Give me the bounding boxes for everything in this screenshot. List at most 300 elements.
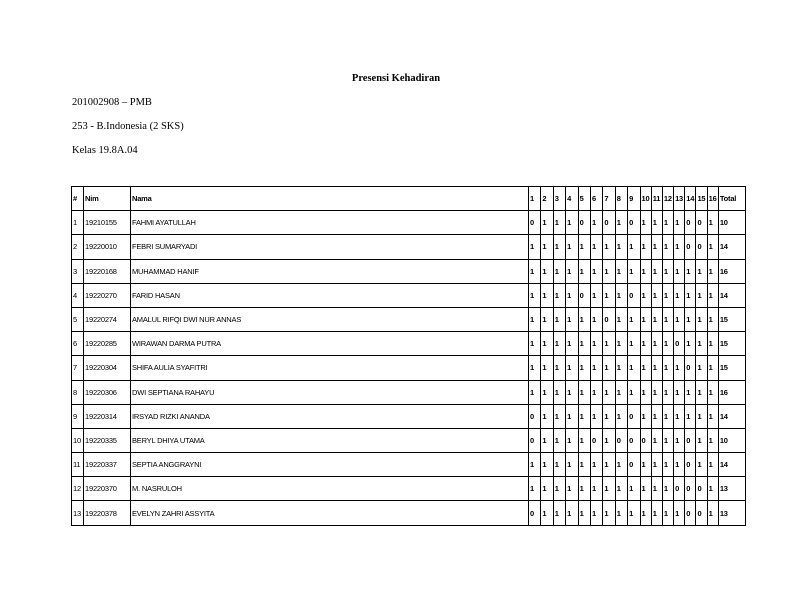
student-name: DWI SEPTIANA RAHAYU <box>131 380 529 404</box>
attendance-mark: 1 <box>590 453 602 477</box>
attendance-mark: 1 <box>578 307 590 331</box>
attendance-mark: 1 <box>707 404 718 428</box>
attendance-mark: 1 <box>696 404 707 428</box>
attendance-mark: 1 <box>529 283 541 307</box>
attendance-mark: 1 <box>707 380 718 404</box>
row-number: 4 <box>72 283 84 307</box>
attendance-mark: 1 <box>541 404 553 428</box>
table-row <box>72 404 746 428</box>
attendance-mark: 1 <box>541 501 553 525</box>
attendance-mark: 1 <box>578 259 590 283</box>
attendance-mark: 0 <box>685 235 696 259</box>
attendance-mark: 1 <box>529 259 541 283</box>
attendance-mark: 1 <box>685 307 696 331</box>
attendance-mark: 1 <box>541 259 553 283</box>
attendance-mark: 1 <box>529 356 541 380</box>
table-header-row <box>72 187 746 211</box>
attendance-mark: 1 <box>590 332 602 356</box>
attendance-mark: 1 <box>707 428 718 452</box>
attendance-mark: 1 <box>707 356 718 380</box>
attendance-mark: 1 <box>553 211 565 235</box>
attendance-mark: 1 <box>578 428 590 452</box>
header-total: Total <box>718 187 745 211</box>
attendance-mark: 1 <box>553 477 565 501</box>
header-nim: Nim <box>84 187 131 211</box>
attendance-mark: 1 <box>566 307 578 331</box>
attendance-mark: 1 <box>615 283 627 307</box>
attendance-mark: 0 <box>674 477 685 501</box>
attendance-mark: 0 <box>529 428 541 452</box>
attendance-mark: 1 <box>541 428 553 452</box>
attendance-mark: 1 <box>640 259 651 283</box>
header-session-12: 12 <box>662 187 673 211</box>
attendance-mark: 1 <box>640 453 651 477</box>
attendance-mark: 1 <box>651 235 662 259</box>
attendance-mark: 1 <box>651 211 662 235</box>
attendance-mark: 1 <box>541 477 553 501</box>
attendance-mark: 1 <box>674 283 685 307</box>
attendance-mark: 1 <box>541 283 553 307</box>
attendance-mark: 1 <box>628 356 640 380</box>
attendance-mark: 1 <box>651 428 662 452</box>
attendance-mark: 1 <box>615 259 627 283</box>
student-name: WIRAWAN DARMA PUTRA <box>131 332 529 356</box>
attendance-total: 15 <box>718 332 745 356</box>
attendance-mark: 0 <box>696 211 707 235</box>
header-session-15: 15 <box>696 187 707 211</box>
attendance-mark: 0 <box>685 453 696 477</box>
attendance-mark: 1 <box>628 307 640 331</box>
attendance-mark: 1 <box>590 356 602 380</box>
attendance-mark: 0 <box>685 211 696 235</box>
attendance-mark: 1 <box>590 501 602 525</box>
attendance-mark: 1 <box>566 356 578 380</box>
attendance-mark: 1 <box>553 501 565 525</box>
attendance-mark: 0 <box>578 211 590 235</box>
attendance-total: 14 <box>718 283 745 307</box>
student-name: FEBRI SUMARYADI <box>131 235 529 259</box>
attendance-mark: 1 <box>696 380 707 404</box>
attendance-mark: 1 <box>640 235 651 259</box>
row-number: 1 <box>72 211 84 235</box>
attendance-mark: 1 <box>615 453 627 477</box>
attendance-mark: 1 <box>566 332 578 356</box>
attendance-mark: 1 <box>529 453 541 477</box>
attendance-mark: 1 <box>578 453 590 477</box>
attendance-mark: 0 <box>685 501 696 525</box>
attendance-total: 16 <box>718 380 745 404</box>
student-nim: 19220285 <box>84 332 131 356</box>
attendance-mark: 0 <box>640 428 651 452</box>
attendance-mark: 1 <box>566 380 578 404</box>
row-number: 7 <box>72 356 84 380</box>
student-name: SEPTIA ANGGRAYNI <box>131 453 529 477</box>
attendance-mark: 1 <box>685 332 696 356</box>
attendance-mark: 1 <box>674 307 685 331</box>
attendance-mark: 1 <box>628 259 640 283</box>
attendance-mark: 1 <box>603 453 615 477</box>
attendance-mark: 1 <box>541 380 553 404</box>
attendance-mark: 1 <box>603 404 615 428</box>
row-number: 12 <box>72 477 84 501</box>
row-number: 13 <box>72 501 84 525</box>
header-session-14: 14 <box>685 187 696 211</box>
attendance-mark: 0 <box>628 404 640 428</box>
attendance-mark: 1 <box>529 477 541 501</box>
attendance-mark: 1 <box>615 211 627 235</box>
header-session-2: 2 <box>541 187 553 211</box>
attendance-total: 14 <box>718 235 745 259</box>
attendance-mark: 1 <box>662 477 673 501</box>
attendance-mark: 1 <box>541 235 553 259</box>
attendance-mark: 0 <box>615 428 627 452</box>
attendance-mark: 0 <box>685 428 696 452</box>
row-number: 5 <box>72 307 84 331</box>
attendance-mark: 1 <box>578 380 590 404</box>
table-row <box>72 307 746 331</box>
attendance-mark: 1 <box>566 428 578 452</box>
attendance-mark: 1 <box>615 501 627 525</box>
attendance-mark: 1 <box>662 235 673 259</box>
attendance-mark: 0 <box>529 211 541 235</box>
attendance-mark: 0 <box>603 211 615 235</box>
attendance-mark: 1 <box>553 404 565 428</box>
attendance-mark: 0 <box>674 332 685 356</box>
attendance-mark: 1 <box>541 332 553 356</box>
attendance-total: 10 <box>718 428 745 452</box>
table-row <box>72 477 746 501</box>
attendance-total: 15 <box>718 356 745 380</box>
attendance-mark: 1 <box>553 428 565 452</box>
student-name: FARID HASAN <box>131 283 529 307</box>
attendance-mark: 1 <box>590 235 602 259</box>
attendance-mark: 1 <box>674 380 685 404</box>
attendance-mark: 1 <box>566 477 578 501</box>
attendance-mark: 1 <box>696 332 707 356</box>
student-name: FAHMI AYATULLAH <box>131 211 529 235</box>
attendance-mark: 1 <box>707 332 718 356</box>
attendance-mark: 1 <box>603 259 615 283</box>
attendance-mark: 1 <box>662 332 673 356</box>
attendance-mark: 1 <box>707 283 718 307</box>
attendance-mark: 1 <box>541 356 553 380</box>
attendance-mark: 1 <box>674 259 685 283</box>
attendance-mark: 1 <box>674 453 685 477</box>
attendance-mark: 0 <box>603 307 615 331</box>
attendance-mark: 1 <box>553 259 565 283</box>
attendance-mark: 1 <box>566 453 578 477</box>
attendance-mark: 1 <box>529 380 541 404</box>
attendance-mark: 1 <box>696 356 707 380</box>
attendance-mark: 1 <box>578 235 590 259</box>
attendance-mark: 1 <box>628 380 640 404</box>
attendance-mark: 1 <box>640 332 651 356</box>
attendance-mark: 1 <box>674 428 685 452</box>
attendance-mark: 1 <box>615 356 627 380</box>
header-session-10: 10 <box>640 187 651 211</box>
student-nim: 19220270 <box>84 283 131 307</box>
attendance-mark: 1 <box>674 211 685 235</box>
attendance-mark: 1 <box>566 404 578 428</box>
attendance-mark: 1 <box>651 404 662 428</box>
attendance-mark: 0 <box>529 501 541 525</box>
attendance-total: 14 <box>718 404 745 428</box>
attendance-mark: 1 <box>603 356 615 380</box>
attendance-mark: 1 <box>662 356 673 380</box>
attendance-mark: 1 <box>541 453 553 477</box>
student-nim: 19220304 <box>84 356 131 380</box>
attendance-mark: 1 <box>590 477 602 501</box>
attendance-mark: 1 <box>640 356 651 380</box>
header-session-11: 11 <box>651 187 662 211</box>
table-row <box>72 356 746 380</box>
attendance-mark: 1 <box>603 501 615 525</box>
attendance-mark: 1 <box>590 404 602 428</box>
attendance-mark: 1 <box>603 477 615 501</box>
attendance-mark: 1 <box>640 211 651 235</box>
attendance-mark: 1 <box>566 501 578 525</box>
attendance-mark: 1 <box>553 453 565 477</box>
attendance-mark: 1 <box>553 307 565 331</box>
attendance-mark: 1 <box>674 235 685 259</box>
attendance-mark: 1 <box>578 356 590 380</box>
attendance-total: 13 <box>718 477 745 501</box>
student-nim: 19220274 <box>84 307 131 331</box>
attendance-mark: 1 <box>707 259 718 283</box>
attendance-mark: 1 <box>640 283 651 307</box>
attendance-mark: 1 <box>651 283 662 307</box>
student-nim: 19220337 <box>84 453 131 477</box>
attendance-total: 15 <box>718 307 745 331</box>
header-session-7: 7 <box>603 187 615 211</box>
attendance-mark: 1 <box>696 259 707 283</box>
attendance-mark: 1 <box>662 501 673 525</box>
attendance-mark: 1 <box>603 428 615 452</box>
attendance-mark: 1 <box>696 453 707 477</box>
attendance-mark: 1 <box>662 283 673 307</box>
header-session-6: 6 <box>590 187 602 211</box>
attendance-total: 13 <box>718 501 745 525</box>
header-session-8: 8 <box>615 187 627 211</box>
row-number: 3 <box>72 259 84 283</box>
attendance-mark: 0 <box>628 453 640 477</box>
attendance-mark: 1 <box>640 404 651 428</box>
student-name: AMALUL RIFQI DWI NUR ANNAS <box>131 307 529 331</box>
attendance-mark: 1 <box>651 501 662 525</box>
student-name: EVELYN ZAHRI ASSYITA <box>131 501 529 525</box>
attendance-total: 14 <box>718 453 745 477</box>
attendance-mark: 1 <box>662 307 673 331</box>
student-nim: 19220168 <box>84 259 131 283</box>
attendance-mark: 0 <box>696 501 707 525</box>
attendance-mark: 1 <box>707 307 718 331</box>
attendance-mark: 1 <box>553 380 565 404</box>
attendance-mark: 1 <box>566 259 578 283</box>
attendance-mark: 1 <box>685 259 696 283</box>
attendance-mark: 1 <box>651 453 662 477</box>
attendance-mark: 1 <box>615 477 627 501</box>
attendance-mark: 1 <box>615 332 627 356</box>
attendance-mark: 1 <box>541 307 553 331</box>
table-row <box>72 259 746 283</box>
attendance-mark: 1 <box>696 283 707 307</box>
row-number: 11 <box>72 453 84 477</box>
attendance-mark: 0 <box>628 428 640 452</box>
attendance-mark: 1 <box>553 356 565 380</box>
row-number: 6 <box>72 332 84 356</box>
row-number: 10 <box>72 428 84 452</box>
attendance-mark: 1 <box>578 477 590 501</box>
attendance-mark: 1 <box>685 380 696 404</box>
course-code-line: 201002908 – PMB <box>72 97 152 108</box>
student-nim: 19220370 <box>84 477 131 501</box>
attendance-mark: 1 <box>603 332 615 356</box>
attendance-mark: 1 <box>707 501 718 525</box>
attendance-mark: 0 <box>529 404 541 428</box>
attendance-mark: 1 <box>662 259 673 283</box>
attendance-mark: 1 <box>590 259 602 283</box>
attendance-mark: 1 <box>590 211 602 235</box>
attendance-mark: 1 <box>578 404 590 428</box>
attendance-mark: 1 <box>674 501 685 525</box>
attendance-mark: 1 <box>685 404 696 428</box>
attendance-mark: 1 <box>674 404 685 428</box>
attendance-mark: 1 <box>590 307 602 331</box>
attendance-mark: 1 <box>615 235 627 259</box>
attendance-mark: 1 <box>566 235 578 259</box>
attendance-mark: 1 <box>696 307 707 331</box>
attendance-mark: 1 <box>603 235 615 259</box>
attendance-mark: 1 <box>651 356 662 380</box>
attendance-total: 16 <box>718 259 745 283</box>
subject-line: 253 - B.Indonesia (2 SKS) <box>72 121 184 132</box>
table-row <box>72 283 746 307</box>
student-nim: 19220010 <box>84 235 131 259</box>
attendance-mark: 1 <box>662 453 673 477</box>
student-nim: 19220314 <box>84 404 131 428</box>
attendance-mark: 1 <box>578 501 590 525</box>
table-row <box>72 380 746 404</box>
class-line: Kelas 19.8A.04 <box>72 145 138 156</box>
student-name: SHIFA AULIA SYAFITRI <box>131 356 529 380</box>
attendance-mark: 1 <box>651 332 662 356</box>
attendance-mark: 1 <box>685 283 696 307</box>
attendance-mark: 1 <box>628 332 640 356</box>
header-session-3: 3 <box>553 187 565 211</box>
header-session-13: 13 <box>674 187 685 211</box>
attendance-mark: 1 <box>615 404 627 428</box>
attendance-mark: 0 <box>696 477 707 501</box>
student-nim: 19220306 <box>84 380 131 404</box>
attendance-mark: 0 <box>685 477 696 501</box>
table-row <box>72 332 746 356</box>
attendance-mark: 1 <box>566 283 578 307</box>
attendance-mark: 1 <box>707 453 718 477</box>
attendance-table <box>71 186 746 526</box>
student-nim: 19220335 <box>84 428 131 452</box>
attendance-mark: 1 <box>628 501 640 525</box>
table-row <box>72 453 746 477</box>
header-session-4: 4 <box>566 187 578 211</box>
row-number: 8 <box>72 380 84 404</box>
attendance-mark: 1 <box>651 307 662 331</box>
header-session-9: 9 <box>628 187 640 211</box>
attendance-mark: 1 <box>590 380 602 404</box>
attendance-mark: 1 <box>651 477 662 501</box>
attendance-mark: 1 <box>541 211 553 235</box>
header-no: # <box>72 187 84 211</box>
attendance-mark: 1 <box>553 283 565 307</box>
attendance-mark: 1 <box>603 283 615 307</box>
attendance-mark: 0 <box>685 356 696 380</box>
student-name: M. NASRULOH <box>131 477 529 501</box>
attendance-mark: 1 <box>590 283 602 307</box>
header-nama: Nama <box>131 187 529 211</box>
attendance-mark: 1 <box>553 332 565 356</box>
header-session-16: 16 <box>707 187 718 211</box>
attendance-mark: 1 <box>674 356 685 380</box>
attendance-mark: 1 <box>707 211 718 235</box>
attendance-mark: 0 <box>578 283 590 307</box>
student-nim: 19210155 <box>84 211 131 235</box>
attendance-mark: 0 <box>696 235 707 259</box>
attendance-mark: 1 <box>707 235 718 259</box>
attendance-mark: 1 <box>529 332 541 356</box>
attendance-mark: 1 <box>640 477 651 501</box>
student-name: MUHAMMAD HANIF <box>131 259 529 283</box>
attendance-mark: 1 <box>628 477 640 501</box>
header-session-5: 5 <box>578 187 590 211</box>
student-nim: 19220378 <box>84 501 131 525</box>
table-row <box>72 211 746 235</box>
attendance-mark: 1 <box>696 428 707 452</box>
attendance-mark: 1 <box>603 380 615 404</box>
attendance-mark: 0 <box>628 211 640 235</box>
attendance-mark: 1 <box>628 235 640 259</box>
attendance-mark: 1 <box>651 380 662 404</box>
table-row <box>72 235 746 259</box>
student-name: BERYL DHIYA UTAMA <box>131 428 529 452</box>
attendance-mark: 0 <box>590 428 602 452</box>
attendance-mark: 1 <box>640 307 651 331</box>
attendance-mark: 0 <box>628 283 640 307</box>
attendance-mark: 1 <box>640 501 651 525</box>
row-number: 2 <box>72 235 84 259</box>
header-session-1: 1 <box>529 187 541 211</box>
attendance-mark: 1 <box>662 211 673 235</box>
attendance-mark: 1 <box>662 380 673 404</box>
attendance-total: 10 <box>718 211 745 235</box>
attendance-mark: 1 <box>529 307 541 331</box>
student-name: IRSYAD RIZKI ANANDA <box>131 404 529 428</box>
attendance-mark: 1 <box>553 235 565 259</box>
attendance-mark: 1 <box>566 211 578 235</box>
attendance-mark: 1 <box>529 235 541 259</box>
attendance-mark: 1 <box>707 477 718 501</box>
attendance-mark: 1 <box>615 380 627 404</box>
attendance-mark: 1 <box>662 404 673 428</box>
table-row <box>72 501 746 525</box>
table-body <box>72 211 746 525</box>
table-row <box>72 428 746 452</box>
attendance-mark: 1 <box>662 428 673 452</box>
attendance-mark: 1 <box>578 332 590 356</box>
row-number: 9 <box>72 404 84 428</box>
attendance-mark: 1 <box>615 307 627 331</box>
document-title: Presensi Kehadiran <box>351 73 441 84</box>
attendance-mark: 1 <box>640 380 651 404</box>
attendance-mark: 1 <box>651 259 662 283</box>
